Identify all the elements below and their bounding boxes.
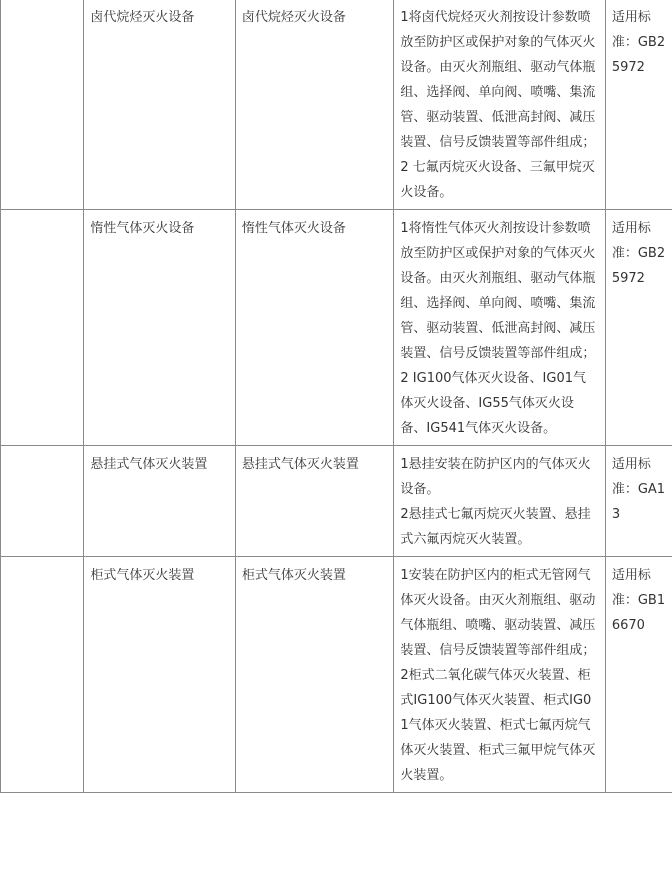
standard-cell: 适用标准：GA13 bbox=[605, 446, 672, 557]
category-cell: 悬挂式气体灭火装置 bbox=[84, 446, 235, 557]
standard-cell: 适用标准：GB25972 bbox=[605, 210, 672, 446]
blank-cell bbox=[1, 0, 84, 210]
table-row bbox=[1, 0, 672, 210]
description-cell bbox=[394, 0, 605, 210]
product-cell: 惰性气体灭火设备 bbox=[235, 210, 394, 446]
description-cell bbox=[394, 557, 605, 793]
category-cell: 惰性气体灭火设备 bbox=[84, 210, 235, 446]
table-row bbox=[1, 446, 672, 557]
description-item: 2柜式二氧化碳气体灭火装置、柜式IG100气体灭火装置、柜式IG01气体灭火装置、柜式七氟丙烷气体灭火装置、柜式三氟甲烷气体灭火装置。 bbox=[400, 668, 596, 783]
blank-cell bbox=[1, 210, 84, 446]
description-item: 1悬挂安装在防护区内的气体灭火设备。 bbox=[400, 457, 591, 497]
standard-cell: 适用标准：GB25972 bbox=[605, 0, 672, 210]
standard-cell: 适用标准：GB16670 bbox=[605, 557, 672, 793]
description-cell bbox=[394, 446, 605, 557]
category-cell: 柜式气体灭火装置 bbox=[84, 557, 235, 793]
description-cell bbox=[394, 210, 605, 446]
description-item: 2 七氟丙烷灭火设备、三氟甲烷灭火设备。 bbox=[400, 160, 595, 200]
product-cell: 悬挂式气体灭火装置 bbox=[235, 446, 394, 557]
product-cell: 柜式气体灭火装置 bbox=[235, 557, 394, 793]
category-cell: 卤代烷烃灭火设备 bbox=[84, 0, 235, 210]
description-item: 2悬挂式七氟丙烷灭火装置、悬挂式六氟丙烷灭火装置。 bbox=[400, 507, 591, 547]
blank-cell bbox=[1, 557, 84, 793]
product-cell: 卤代烷烃灭火设备 bbox=[235, 0, 394, 210]
blank-cell bbox=[1, 446, 84, 557]
description-item: 1将卤代烷烃灭火剂按设计参数喷放至防护区或保护对象的气体灭火设备。由灭火剂瓶组、驱动气体瓶组、选择阀、单向阀、喷嘴、集流管、驱动装置、低泄高封阀、减压装置、信号反馈装置等部件组成； bbox=[400, 10, 596, 150]
table-row bbox=[1, 210, 672, 446]
description-item: 1将惰性气体灭火剂按设计参数喷放至防护区或保护对象的气体灭火设备。由灭火剂瓶组、驱动气体瓶组、选择阀、单向阀、喷嘴、集流管、驱动装置、低泄高封阀、减压装置、信号反馈装置等部件组成； bbox=[400, 221, 596, 361]
description-item: 2 IG100气体灭火设备、IG01气体灭火设备、IG55气体灭火设备、IG541气体灭火设备。 bbox=[400, 371, 586, 436]
table-row bbox=[1, 557, 672, 793]
description-item: 1安装在防护区内的柜式无管网气体灭火设备。由灭火剂瓶组、驱动气体瓶组、喷嘴、驱动装置、减压装置、信号反馈装置等部件组成； bbox=[400, 568, 596, 658]
